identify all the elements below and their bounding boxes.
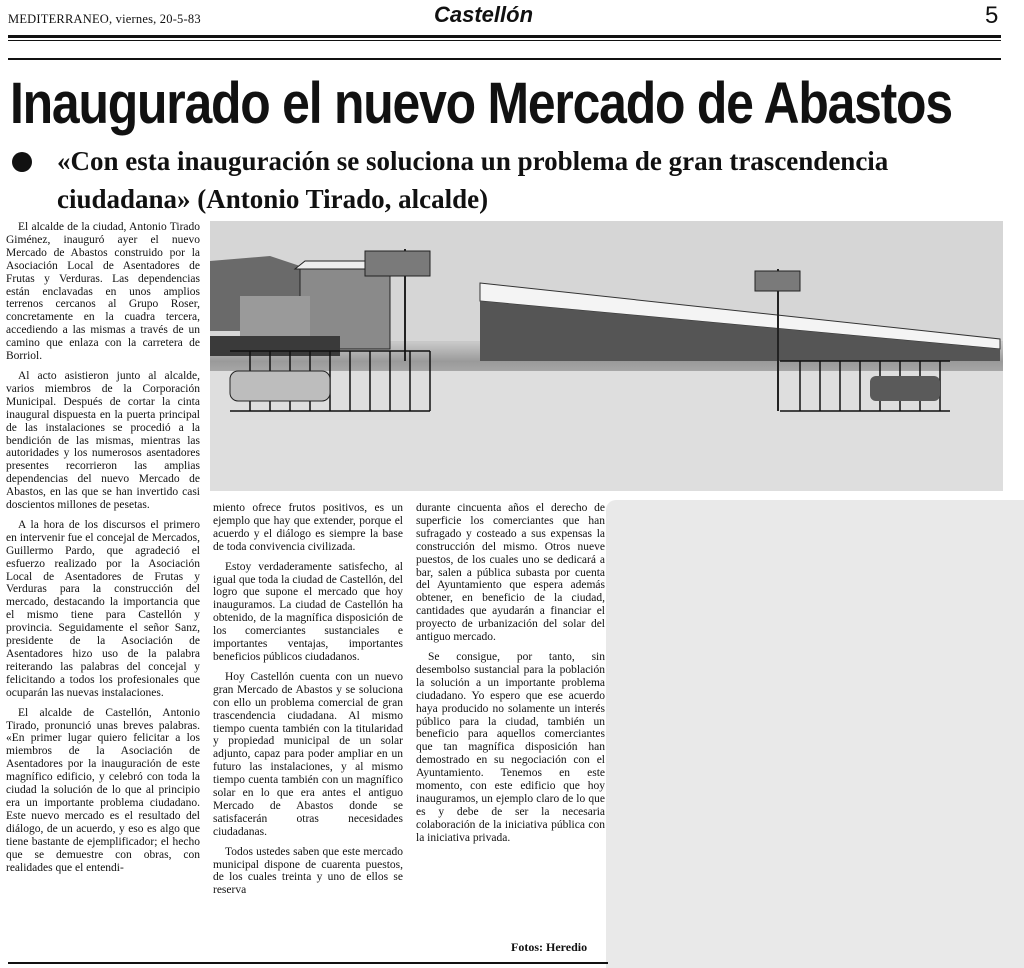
paragraph: El alcalde de Castellón, Antonio Tirado, pronunció unas breves palabras. «En primer lugar quiero felicitar a los miembros de la Asociación de Asentadores por la inauguración de este magnífico edificio, y celebró con toda la ciudad la solución de lo que al principio era un importante problema ciudadano. Este nuevo mercado es el resultado del diálogo, de un acuerdo, y eso es algo que tiene bastante de ejemplificador; el hecho que se demuestre con obras, con realidades que el entendi-	[6, 706, 200, 874]
paragraph: miento ofrece frutos positivos, es un ejemplo que hay que extender, porque el acuerdo y el diálogo es siempre la base de toda convivencia civilizada.	[213, 502, 403, 553]
header-rule-thin	[8, 40, 1001, 41]
flag-left	[365, 251, 430, 276]
page-number: 5	[985, 2, 999, 29]
market-photo	[210, 221, 1003, 491]
headline: Inaugurado el nuevo Mercado de Abastos	[10, 71, 952, 136]
header-rule-thick	[8, 35, 1001, 38]
paragraph: El alcalde de la ciudad, Antonio Tirado Giménez, inauguró ayer el nuevo Mercado de Abastos construido por la Asociación Local de Asentadores de Frutas y Verduras. Las dependencias están enclavadas en unos amplios terrenos cercanos al Grupo Roser, concretamente en la cuadra tercera, accediendo a las mismas a través de un camino que enlaza con la carretera de Borriol.	[6, 221, 200, 363]
section-title: Castellón	[434, 2, 534, 27]
top-rule	[8, 58, 1001, 60]
article-column-1	[6, 221, 200, 881]
paragraph: Hoy Castellón cuenta con un nuevo gran Mercado de Abastos y se soluciona con ello un problema comercial de gran trascendencia ciudadana. Al mismo tiempo cuenta también con la titularidad y propiedad municipal de un solar adjunto, capaz para poder ampliar en un futuro las instalaciones, y al mismo tiempo cuenta también con un magnífico solar en lo que era antes el antiguo Mercado de Abastos donde se satisfacerán otras necesidades ciudadanas.	[213, 670, 403, 838]
paragraph: Todos ustedes saben que este mercado municipal dispone de cuarenta puestos, de los cuales treinta y uno de ellos se reserva	[213, 845, 403, 897]
paragraph: A la hora de los discursos el primero en intervenir fue el concejal de Mercados, Guillermo Pardo, que agradeció el esfuerzo realizado por la Asociación Local de Asentadores de Frutas y Verduras para la construcción del mercado, destacando la importancia que el mismo tiene para Castellón y provincia. Seguidamente el señor Sanz, presidente de la Asociación de Asentadores hizo uso de la palabra reiterando las palabras del concejal y felicitando a todos los profesionales que ocuparán las nuevas instalaciones.	[6, 518, 200, 699]
bottom-rule	[8, 962, 608, 964]
subheadline: «Con esta inauguración se soluciona un problema de gran trascendencia ciudadana» (Antonio Tirado, alcalde)	[57, 146, 889, 214]
bullet-icon	[12, 152, 32, 172]
market-photo-illustration	[210, 221, 1003, 491]
photo-credit: Fotos: Heredio	[511, 940, 588, 954]
flag-right	[755, 271, 800, 291]
article-column-2	[213, 502, 403, 904]
article-column-3	[416, 502, 605, 852]
masthead-date: MEDITERRANEO, viernes, 20-5-83	[8, 12, 201, 26]
paragraph: Al acto asistieron junto al alcalde, varios miembros de la Corporación Municipal. Después de cortar la cinta inaugural dispuesta en la puerta principal de las instalaciones se procedió a la bendición de las mismas, mientras las autoridades y los numerosos asentadores presentes recorrieron las amplias dependencias del nuevo Mercado de Abastos, en las que se han invertido casi doscientos millones de pesetas.	[6, 369, 200, 512]
paragraph: durante cincuenta años el derecho de superficie los comerciantes que han sufragado y costeado a sus expensas la construcción del mismo. Otros nueve puestos, de los cuales uno se dedicará a bar, salen a pública subasta por cuenta del Ayuntamiento que espera además obtener, en beneficio de la ciudad, cantidades que ayudarán a financiar el proyecto de urbanización del solar del antiguo mercado.	[416, 502, 605, 644]
parked-car	[230, 371, 330, 401]
blank-area	[606, 500, 1024, 968]
paragraph: Se consigue, por tanto, sin desembolso sustancial para la población la solución a un importante problema ciudadano. Yo espero que ese acuerdo haya producido no solamente un interés público para la ciudad, también un beneficio para aquellos comerciantes que tan magnífica disposición han demostrado en su negociación con el Ayuntamiento. Tenemos en este momento, con este edificio que hoy inauguramos, un ejemplo claro de lo que es y debe de ser la necesaria colaboración de la iniciativa pública con la iniciativa privada.	[416, 650, 605, 844]
paragraph: Estoy verdaderamente satisfecho, al igual que toda la ciudad de Castellón, del logro que supone el mercado que hoy inauguramos. La ciudad de Castellón ha obtenido, de la magnífica disposición de los comerciantes sustanciales e importantes ventajas, importantes beneficios públicos ciudadanos.	[213, 560, 403, 663]
parked-car-right	[870, 376, 940, 401]
crowd	[210, 336, 340, 356]
